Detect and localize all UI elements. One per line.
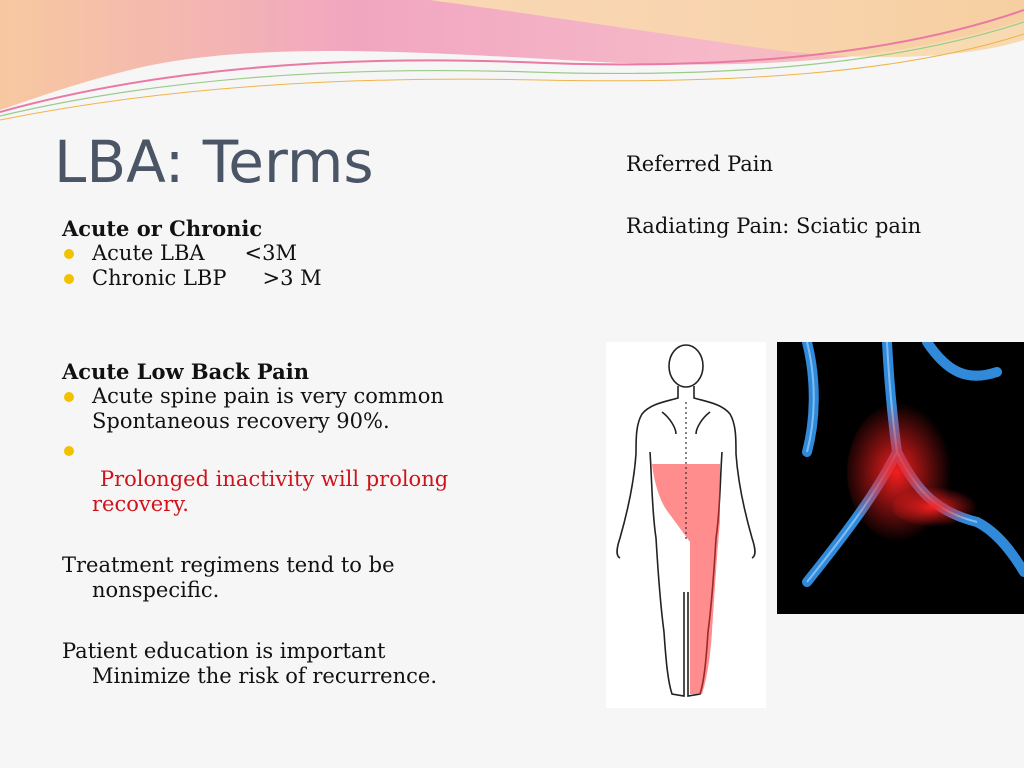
para-treatment bbox=[62, 553, 512, 603]
bullet-common-pain bbox=[62, 384, 512, 434]
term-radiating-pain: Radiating Pain: Sciatic pain bbox=[626, 214, 922, 238]
text-common-pain: Acute spine pain is very common bbox=[92, 384, 444, 408]
slide-title: LBA: Terms bbox=[54, 128, 374, 196]
text-treatment-line1: Treatment regimens tend to be bbox=[62, 553, 395, 577]
bullet-dot-icon bbox=[64, 392, 74, 402]
body-pain-map-image bbox=[606, 342, 766, 708]
text-recovery-rate: Spontaneous recovery 90%. bbox=[92, 409, 390, 433]
bullet-chronic-lbp bbox=[62, 266, 512, 291]
term-acute-lba: Acute LBA bbox=[92, 241, 205, 265]
bullet-dot-icon bbox=[64, 446, 74, 456]
duration-acute-lba: <3M bbox=[244, 241, 298, 265]
left-content bbox=[62, 216, 512, 689]
bullet-inactivity bbox=[62, 438, 512, 517]
term-chronic-lbp: Chronic LBP bbox=[92, 266, 227, 290]
right-terms bbox=[626, 152, 921, 239]
term-referred-pain: Referred Pain bbox=[626, 152, 774, 176]
header-wave-banner bbox=[0, 0, 1024, 130]
sciatic-pain-xray-image bbox=[777, 342, 1024, 614]
bullet-acute-lba bbox=[62, 241, 512, 266]
text-treatment-line2: nonspecific. bbox=[92, 578, 220, 602]
text-inactivity-warning: Prolonged inactivity will prolong recovery. bbox=[92, 467, 449, 516]
heading-acute-low-back-pain: Acute Low Back Pain bbox=[62, 359, 309, 384]
duration-chronic-lbp: >3 M bbox=[262, 266, 322, 290]
heading-acute-or-chronic: Acute or Chronic bbox=[62, 216, 263, 241]
text-education-line2: Minimize the risk of recurrence. bbox=[92, 664, 437, 688]
bullet-dot-icon bbox=[64, 274, 74, 284]
para-education bbox=[62, 639, 512, 689]
bullet-dot-icon bbox=[64, 249, 74, 259]
text-education-line1: Patient education is important bbox=[62, 639, 386, 663]
